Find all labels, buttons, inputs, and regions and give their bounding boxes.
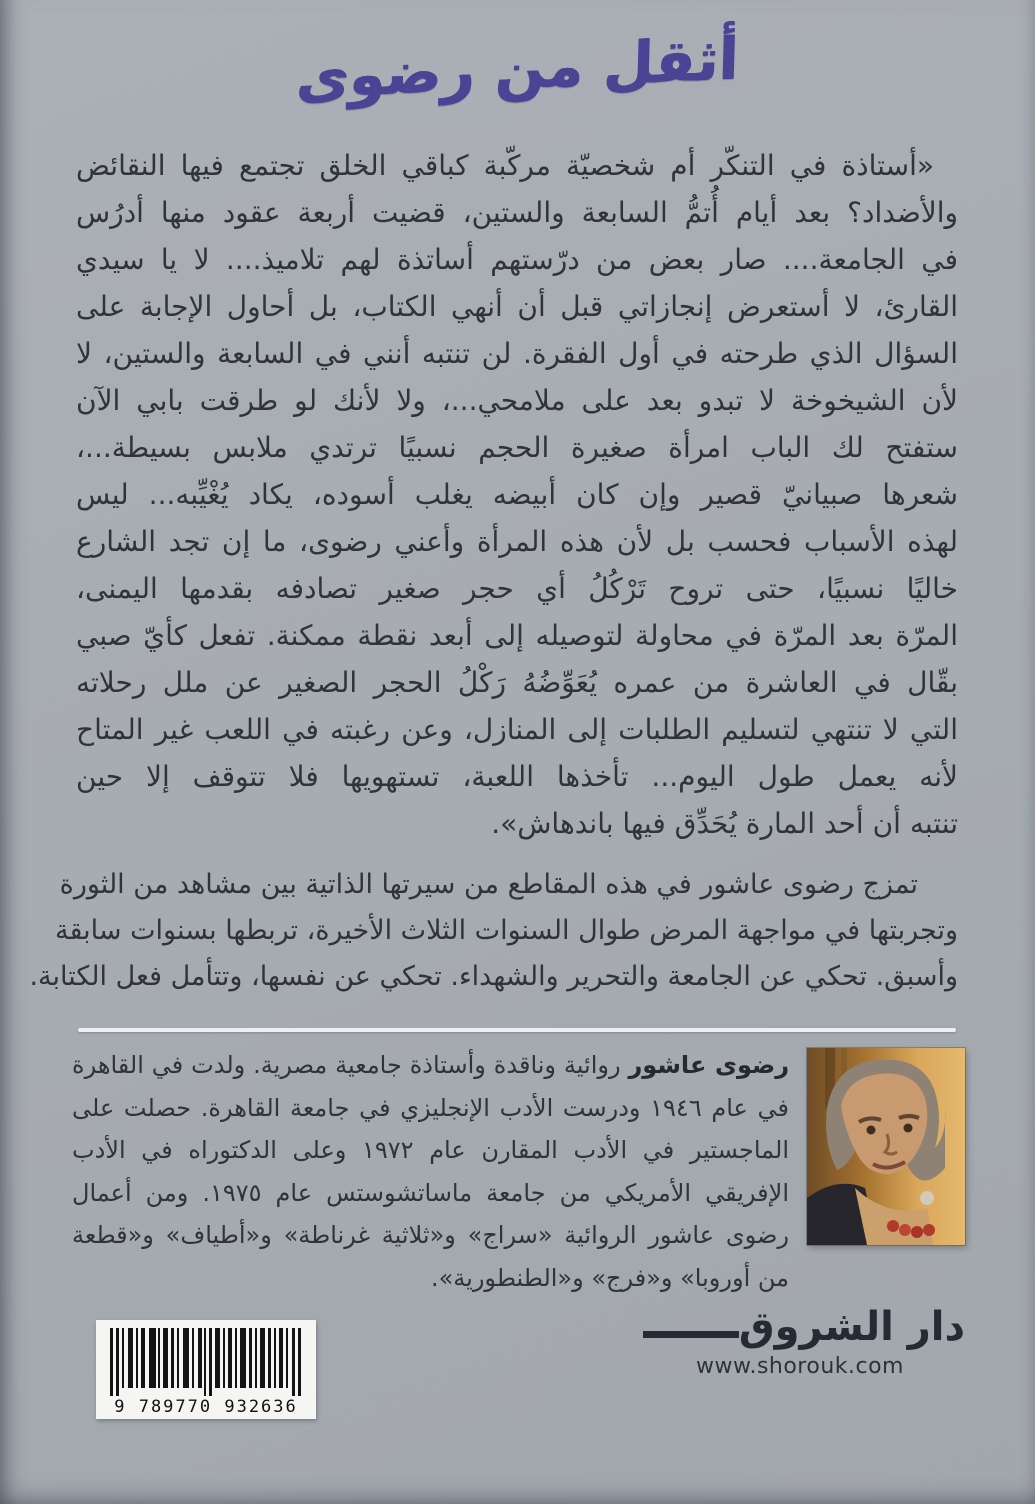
publisher-logo-text: دار الشروق (738, 1304, 965, 1350)
text-line: لأن الشيخوخة لا تبدو بعد على ملامحي...، ولا لأنك لو طرقت بابي الآن (76, 384, 958, 417)
text-line: «أستاذة في التنكّر أم شخصيّة مركّبة كباقي الخلق تجتمع فيها النقائض (76, 149, 934, 182)
text-line: وأسبق. تحكي عن الجامعة والتحرير والشهداء. تحكي عن نفسها، وتتأمل فعل الكتابة. (29, 961, 958, 992)
barcode-number: 9 789770 932636 (114, 1397, 298, 1417)
quote-paragraph (76, 142, 958, 847)
book-title: أثقل من رضوى (295, 24, 740, 112)
text-line: ستفتح لك الباب امرأة صغيرة الحجم نسبيًا ترتدي ملابس بسيطة...، (76, 431, 958, 464)
text-line: والأضداد؟ بعد أيام أُتمُّ السابعة والستين، قضيت أربعة عقود منها أدرُس (76, 196, 958, 229)
divider-line (78, 1028, 956, 1032)
about-paragraph (29, 862, 958, 1000)
text-line: القارئ، لا أستعرض إنجازاتي قبل أن أنهي الكتاب، بل أحاول الإجابة على (76, 290, 958, 323)
publisher-block (635, 1302, 965, 1379)
publisher-website: www.shorouk.com (695, 1354, 904, 1379)
text-line: في الجامعة.... صار بعض من درّستهم أساتذة لهم تلاميذ.... لا يا سيدي (76, 243, 958, 276)
publisher-logo-stroke (643, 1331, 739, 1338)
publisher-logo (635, 1302, 965, 1352)
bio-body: روائية وناقدة وأستاذة جامعية مصرية. ولدت في القاهرة في عام ١٩٤٦ ودرست الأدب الإنجليزي في جامعة القاهرة. حصلت على الماجستير في الأدب المقارن عام ١٩٧٢ وعلى الدكتوراه في الأدب الإفريقي الأمريكي من جامعة ماساتشوستس عام ١٩٧٥. ومن أعمال رضوى عاشور الروائية «سراج» و«ثلاثية غرناطة» و«أطياف» و«قطعة من أوروبا» و«فرج» و«الطنطورية». (72, 1051, 790, 1292)
text-line: تمزج رضوى عاشور في هذه المقاطع من سيرتها الذاتية بين مشاهد من الثورة (59, 869, 918, 900)
text-line: لهذه الأسباب فحسب بل لأن هذه المرأة وأعني رضوى، ما إن تجد الشارع (76, 525, 958, 558)
text-line: لأنه يعمل طول اليوم... تأخذها اللعبة، تستهويها فلا تتوقف إلا حين (76, 760, 958, 793)
author-name: رضوى عاشور (628, 1051, 790, 1079)
text-line: السؤال الذي طرحته في أول الفقرة. لن تنتبه أنني في السابعة والستين، لا (76, 337, 958, 370)
text-line: وتجربتها في مواجهة المرض طوال السنوات الثلاث الأخيرة، تربطها بسنوات سابقة (55, 915, 958, 946)
bio-section (72, 1044, 965, 1310)
text-line: التي لا تنتهي لتسليم الطلبات إلى المنازل، وعن رغبته في اللعب غير المتاح (76, 713, 958, 746)
text-line: بقّال في العاشرة من عمره يُعَوِّضُهُ رَكْلُ الحجر الصغير عن ملل رحلاته (76, 666, 958, 699)
text-line: خاليًا نسبيًا، حتى تروح تَرْكُلُ أي حجر صغير تصادفه بقدمها اليمنى، (76, 572, 958, 605)
text-line: المرّة بعد المرّة في محاولة لتوصيله إلى أبعد نقطة ممكنة. تفعل كأيّ صبي (76, 619, 958, 652)
barcode (96, 1320, 316, 1419)
text-line: شعرها صبيانيّ قصير وإن كان أبيضه يغلب أسوده، يكاد يُغْيِّبه... ليس (76, 478, 958, 511)
author-photo (807, 1048, 965, 1245)
barcode-bars (108, 1328, 304, 1396)
text-line: تنتبه أن أحد المارة يُحَدِّق فيها باندهاش». (491, 807, 958, 840)
